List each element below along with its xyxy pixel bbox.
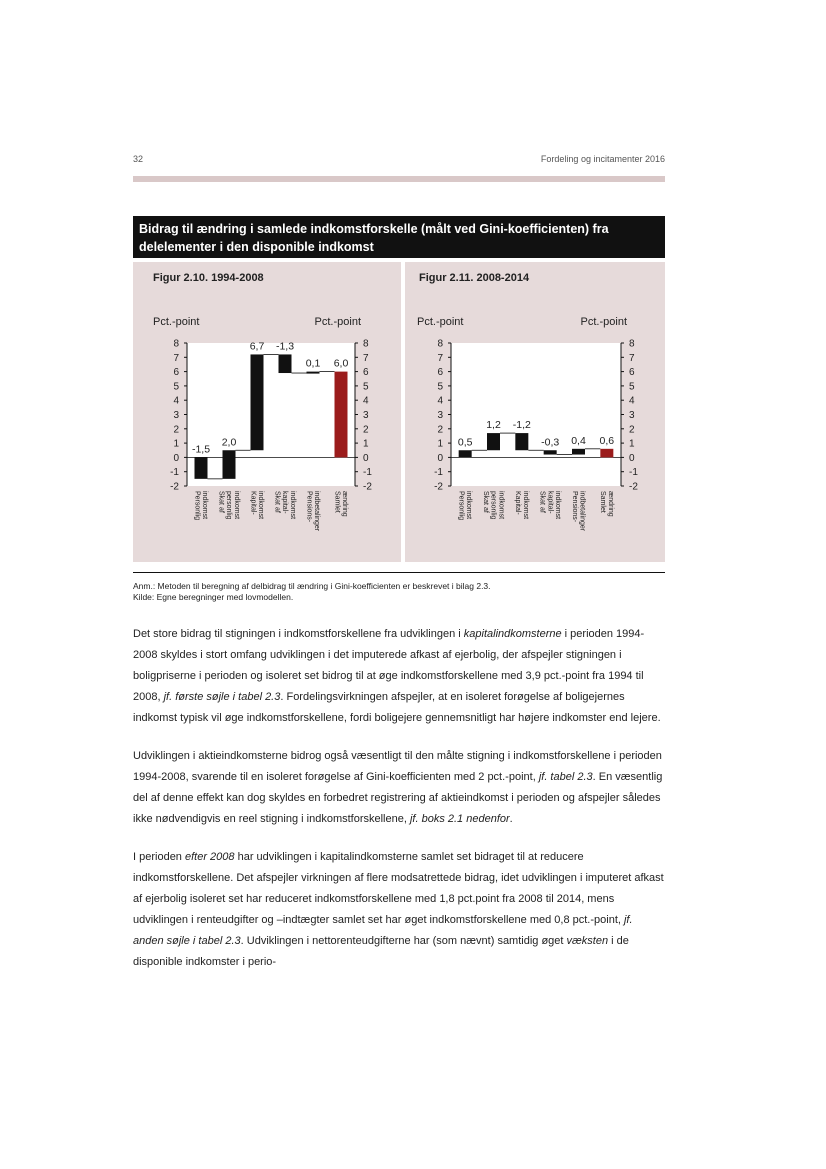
category-label-line: indkomst bbox=[497, 491, 505, 520]
paragraph-text: i perioden 1994-2008 skyldes i stort omfang udviklingen i det imputerede afkast af ejerbolig, der afspejler stigningen i boligpriserne i perioden og isoleret set bidrog til at øge indkomstforskellene med 3,9 pct.-point fra 1994 til 2008, bbox=[133, 628, 645, 703]
y-tick-label-left: 8 bbox=[437, 338, 443, 350]
y-tick-label-left: 1 bbox=[173, 438, 179, 450]
category-label bbox=[249, 491, 264, 519]
figure-title-right: Figur 2.11. 2008-2014 bbox=[419, 272, 530, 284]
category-label bbox=[193, 491, 208, 520]
y-tick-label-left: 2 bbox=[173, 424, 179, 436]
y-axis-label-right: Pct.-point bbox=[314, 316, 361, 328]
italic-reference: efter 2008 bbox=[184, 851, 235, 863]
figure-panel-right bbox=[405, 262, 665, 562]
waterfall-bar bbox=[223, 450, 236, 479]
category-label bbox=[514, 491, 529, 519]
category-label-line: indkomst bbox=[554, 491, 562, 520]
category-label bbox=[305, 491, 320, 532]
category-label-line: Skat af bbox=[273, 491, 281, 513]
category-label-line: indbetalinger bbox=[313, 491, 321, 532]
y-tick-label-left: -2 bbox=[434, 481, 443, 493]
category-label bbox=[539, 491, 562, 519]
y-tick-label-right: 8 bbox=[363, 338, 369, 350]
data-label: -0,3 bbox=[541, 436, 560, 449]
category-label bbox=[217, 491, 240, 520]
figure-notes bbox=[133, 581, 665, 603]
y-tick-label-right: 7 bbox=[363, 352, 369, 364]
y-tick-label-right: 4 bbox=[629, 395, 635, 407]
data-label: 0,6 bbox=[599, 434, 615, 447]
paragraph-text: . Udviklingen i nettorenteudgifterne har (som nævnt) samtidig øget bbox=[240, 935, 567, 947]
category-label-line: indkomst bbox=[521, 491, 529, 520]
waterfall-chart-left bbox=[133, 262, 401, 562]
plot-area bbox=[451, 343, 621, 486]
data-label: 6,7 bbox=[249, 340, 265, 353]
waterfall-chart-right bbox=[405, 262, 665, 562]
y-tick-label-right: 7 bbox=[629, 352, 635, 364]
data-label: -1,3 bbox=[275, 340, 295, 353]
italic-reference: jf. anden søjle i tabel 2.3 bbox=[133, 914, 633, 947]
category-label-line: kapital- bbox=[546, 491, 554, 514]
category-label-line: kapital- bbox=[281, 491, 289, 514]
y-tick-label-left: 7 bbox=[437, 352, 443, 364]
paragraph-text: I perioden bbox=[133, 851, 185, 863]
paragraph-text: . Fordelingsvirkningen afspejler, at en isoleret forøgelse af boligejernes indkomst typisk vil øge indkomstforskellene, fordi boligejere gennemsnitligt har højere indkomster end lejere. bbox=[133, 691, 661, 724]
y-tick-label-right: 1 bbox=[629, 438, 635, 450]
category-label-line: indkomst bbox=[201, 491, 209, 520]
y-axis-label-left: Pct.-point bbox=[153, 316, 200, 328]
waterfall-bar bbox=[251, 354, 264, 450]
data-label: 0,4 bbox=[571, 434, 586, 447]
category-label-line: indbetalinger bbox=[578, 491, 586, 532]
figure-title-left: Figur 2.10. 1994-2008 bbox=[153, 272, 264, 284]
category-label-line: ændring bbox=[606, 491, 614, 517]
paragraph-text: Udviklingen i aktieindkomsterne bidrog også væsentligt til den målte stigning i indkomstforskellene i perioden 1994-2008, svarende til en isoleret forøgelse af Gini-koefficienten med 2 pct.-point, bbox=[133, 750, 662, 783]
data-label: -1,2 bbox=[512, 419, 531, 432]
category-label bbox=[482, 491, 505, 520]
body-paragraph-3 bbox=[133, 847, 665, 973]
y-tick-label-left: 5 bbox=[437, 381, 443, 393]
waterfall-bar bbox=[459, 450, 472, 457]
category-label-line: indkomst bbox=[232, 491, 240, 520]
waterfall-bar bbox=[487, 433, 500, 450]
category-label-line: Samlet bbox=[333, 491, 341, 513]
body-text bbox=[133, 624, 665, 990]
y-tick-label-right: -2 bbox=[629, 481, 638, 493]
y-tick-label-left: 4 bbox=[437, 395, 443, 407]
category-label bbox=[273, 491, 296, 519]
y-tick-label-left: -2 bbox=[170, 481, 179, 493]
y-tick-label-left: -1 bbox=[434, 467, 443, 479]
y-tick-label-right: -1 bbox=[629, 467, 638, 479]
y-tick-label-left: 6 bbox=[173, 367, 179, 379]
document-title: Fordeling og incitamenter 2016 bbox=[540, 154, 665, 164]
y-axis-label-left: Pct.-point bbox=[417, 316, 464, 328]
y-tick-label-right: 0 bbox=[363, 452, 369, 464]
box-bottom-rule bbox=[133, 572, 665, 573]
data-label: 1,2 bbox=[486, 419, 501, 432]
body-paragraph-2 bbox=[133, 746, 665, 830]
y-tick-label-right: 2 bbox=[629, 424, 635, 436]
data-label: 2,0 bbox=[221, 436, 237, 449]
category-label-line: Skat af bbox=[217, 491, 225, 513]
category-label-line: ændring bbox=[341, 491, 349, 517]
category-label bbox=[333, 491, 348, 517]
note-anm: Anm.: Metoden til beregning af delbidrag til ændring i Gini-koefficienten er beskrevet i bilag 2.3. bbox=[133, 581, 491, 591]
category-label-line: personlig bbox=[225, 491, 233, 520]
y-tick-label-right: 1 bbox=[363, 438, 369, 450]
category-label-line: indkomst bbox=[257, 491, 265, 520]
y-tick-label-right: 4 bbox=[363, 395, 369, 407]
paragraph-text: har udviklingen i kapitalindkomsterne samlet set bidraget til at reducere indkomstforskellene. Det afspejler virkningen af flere modsatrettede bidrag, idet udviklingen i imputeret afkast af ejerbolig isoleret set har reduceret indkomstforskellene med 1,8 pct.point fra 2008 til 2014, mens udviklingen i renteudgifter og –indtægter samlet set har øget indkomstforskellene med 0,8 pct.-point, bbox=[133, 851, 664, 926]
y-tick-label-right: 6 bbox=[363, 367, 369, 379]
italic-reference: kapitalindkomsterne bbox=[463, 628, 562, 640]
category-label bbox=[599, 491, 614, 517]
total-bar bbox=[600, 449, 613, 458]
italic-reference: væksten bbox=[566, 935, 609, 947]
category-label-line: Kapital- bbox=[514, 491, 522, 515]
category-label bbox=[457, 491, 472, 520]
y-tick-label-left: 3 bbox=[437, 410, 443, 421]
waterfall-bar bbox=[279, 354, 292, 373]
italic-reference: jf. første søjle i tabel 2.3 bbox=[163, 691, 281, 703]
y-tick-label-left: 5 bbox=[173, 381, 179, 393]
waterfall-bar bbox=[515, 433, 528, 450]
y-tick-label-left: 4 bbox=[173, 395, 179, 407]
data-label: 0,1 bbox=[305, 357, 321, 370]
y-tick-label-right: 8 bbox=[629, 338, 635, 350]
italic-reference: jf. boks 2.1 nedenfor bbox=[409, 813, 510, 825]
y-tick-label-left: -1 bbox=[170, 467, 179, 479]
category-label-line: Personlig bbox=[457, 491, 465, 521]
waterfall-bar bbox=[572, 449, 585, 455]
y-axis-label-right: Pct.-point bbox=[580, 316, 627, 328]
y-tick-label-left: 8 bbox=[173, 338, 179, 350]
waterfall-bar bbox=[544, 450, 557, 454]
category-label-line: Pensions- bbox=[305, 491, 313, 523]
category-label bbox=[571, 491, 586, 532]
category-label-line: personlig bbox=[489, 491, 497, 520]
note-kilde: Kilde: Egne beregninger med lovmodellen. bbox=[133, 592, 294, 602]
category-label-line: Kapital- bbox=[249, 491, 257, 515]
paragraph-text: . En væsentlig del af denne effekt kan dog skyldes en forbedret registrering af aktieindkomst i perioden og afspejler således ikke nødvendigvis en reel stigning i indkomstforskellene, bbox=[133, 771, 663, 825]
page-number: 32 bbox=[133, 154, 144, 164]
category-label-line: Samlet bbox=[599, 491, 607, 513]
data-label: -1,5 bbox=[191, 443, 211, 456]
box-title: Bidrag til ændring i samlede indkomstforskelle (målt ved Gini-koefficienten) fra delelementer i den disponible indkomst bbox=[133, 216, 665, 258]
category-label-line: Personlig bbox=[193, 491, 201, 521]
y-tick-label-right: 5 bbox=[363, 381, 369, 393]
waterfall-bar bbox=[307, 372, 320, 374]
y-tick-label-right: -2 bbox=[363, 481, 372, 493]
data-label: 0,5 bbox=[457, 436, 473, 449]
y-tick-label-right: 6 bbox=[629, 367, 635, 379]
category-label-line: Skat af bbox=[481, 491, 489, 513]
y-tick-label-left: 6 bbox=[437, 367, 443, 379]
figure-panel-left bbox=[133, 262, 401, 562]
category-label-line: indkomst bbox=[288, 491, 296, 520]
paragraph-text: i de disponible indkomster i perio- bbox=[133, 935, 629, 968]
y-tick-label-left: 0 bbox=[437, 452, 443, 464]
category-label-line: indkomst bbox=[465, 491, 473, 520]
italic-reference: jf. tabel 2.3 bbox=[538, 771, 593, 783]
body-paragraph-1 bbox=[133, 624, 665, 729]
category-label-line: Skat af bbox=[538, 491, 546, 513]
y-tick-label-right: 2 bbox=[363, 424, 369, 436]
y-tick-label-left: 3 bbox=[173, 410, 179, 421]
total-bar bbox=[335, 372, 348, 458]
y-tick-label-left: 0 bbox=[173, 452, 179, 464]
y-tick-label-left: 7 bbox=[173, 352, 179, 364]
header-rule bbox=[133, 176, 665, 182]
y-tick-label-right: 5 bbox=[629, 381, 635, 393]
category-label-line: Pensions- bbox=[570, 491, 578, 523]
y-tick-label-right: 3 bbox=[363, 410, 369, 421]
waterfall-bar bbox=[195, 457, 208, 478]
plot-area bbox=[187, 343, 355, 486]
y-tick-label-left: 2 bbox=[437, 424, 443, 436]
paragraph-text: . bbox=[509, 813, 513, 825]
y-tick-label-left: 1 bbox=[437, 438, 443, 450]
y-tick-label-right: -1 bbox=[363, 467, 372, 479]
y-tick-label-right: 0 bbox=[629, 452, 635, 464]
paragraph-text: Det store bidrag til stigningen i indkomstforskellene fra udviklingen i bbox=[133, 628, 464, 640]
y-tick-label-right: 3 bbox=[629, 410, 635, 421]
data-label: 6,0 bbox=[333, 357, 349, 370]
page-header bbox=[133, 154, 665, 168]
